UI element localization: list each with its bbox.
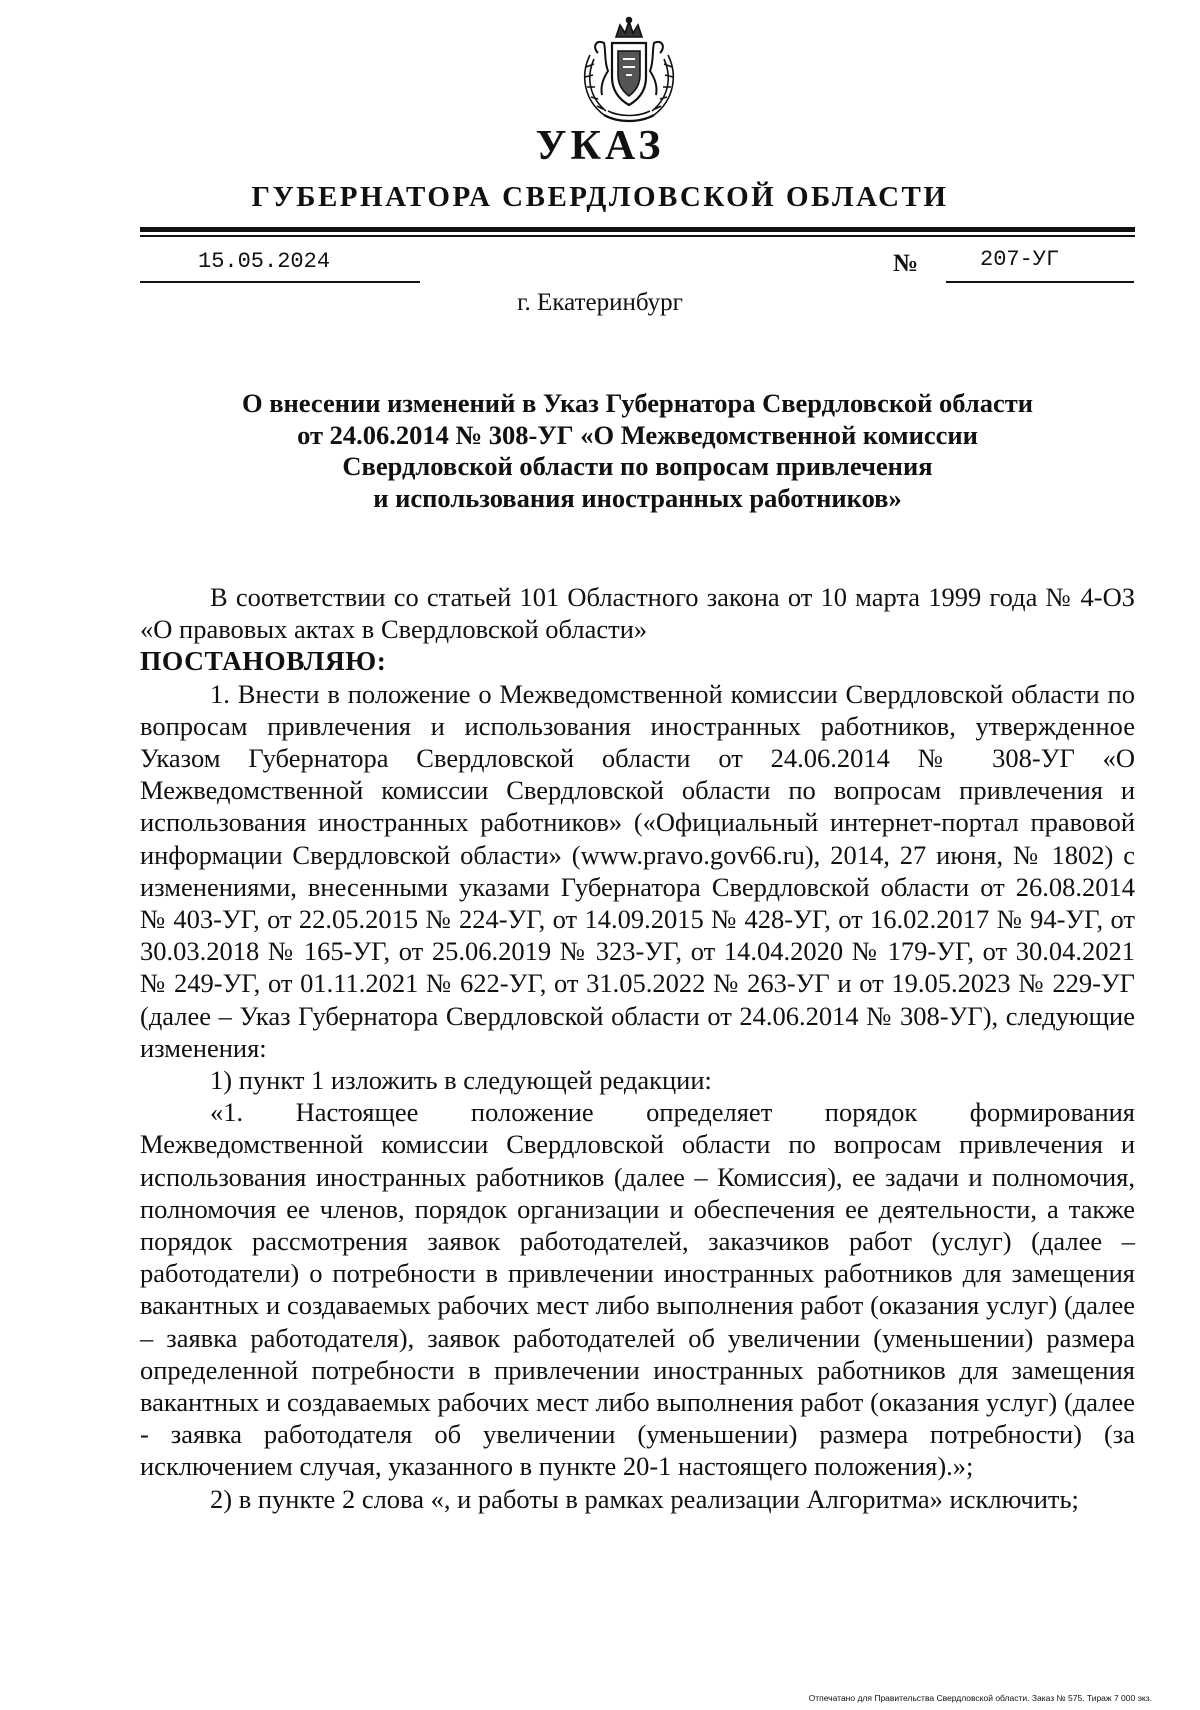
document-body <box>140 581 1135 1515</box>
heading-line: Свердловской области по вопросам привлечения <box>342 451 933 481</box>
decree-word: ПОСТАНОВЛЯЮ: <box>140 645 387 677</box>
heading-line: от 24.06.2014 № 308-УГ «О Межведомственной комиссии <box>297 419 978 450</box>
header-divider-thick <box>140 227 1135 232</box>
date-underline <box>140 281 420 283</box>
heading-line: О внесении изменений в Указ Губернатора Свердловской области <box>241 388 1034 418</box>
document-issuer-title: ГУБЕРНАТОРА СВЕРДЛОВСКОЙ ОБЛАСТИ <box>251 181 949 213</box>
item-1-paragraph: 1. Внести в положение о Межведомственной комиссии Свердловской области по вопросам привлечения и использования иностранных работников, утвержденное Указом Губернатора Свердловской области от 24.06.2014 № 308-УГ «О Межведомственной комиссии Свердловской области по вопросам привлечения и использования иностранных работников» («Официальный интернет-портал правовой информации Свердловской области» (www.pravo.gov66.ru), 2014, 27 июня, № 1802) с изменениями, внесенными указами Губернатора Свердловской области от 26.08.2014 № 403-УГ, от 22.05.2015 № 224-УГ, от 14.09.2015 № 428-УГ, от 16.02.2017 № 94-УГ, от 30.03.2018 № 165-УГ, от 25.06.2019 № 323-УГ, от 14.04.2020 № 179-УГ, от 30.04.2021 № 249-УГ, от 01.11.2021 № 622-УГ, от 31.05.2022 № 263-УГ и от 19.05.2023 № 229-УГ (далее – Указ Губернатора Свердловской области от 24.06.2014 № 308-УГ), следующие изменения: <box>140 678 1135 1063</box>
document-heading <box>140 388 1135 514</box>
header-divider-thin <box>140 235 1135 237</box>
number-sign: № <box>893 250 919 277</box>
issue-city: г. Екатеринбург <box>517 289 683 316</box>
coat-of-arms-icon <box>570 15 688 127</box>
print-note: Отпечатано для Правительства Свердловской области. Заказ № 575. Тираж 7 000 экз. <box>808 1693 1152 1703</box>
preamble-paragraph: В соответствии со статьей 101 Областного закона от 10 марта 1999 года № 4-ОЗ «О правовых актах в Свердловской области» <box>140 582 1135 645</box>
subitem-1-paragraph: 1) пункт 1 изложить в следующей редакции: <box>210 1065 712 1096</box>
heading-line: и использования иностранных работников» <box>373 482 902 513</box>
subitem-2-paragraph: 2) в пункте 2 слова «, и работы в рамках реализации Алгоритма» исключить; <box>210 1483 1079 1514</box>
document-type-title: УКАЗ <box>535 123 665 169</box>
document-number: 207-УГ <box>980 247 1060 272</box>
number-underline <box>946 281 1134 283</box>
quoted-clause-paragraph: «1. Настоящее положение определяет порядок формирования Межведомственной комиссии Свердловской области по вопросам привлечения и использования иностранных работников (далее – Комиссия), ее задачи и полномочия, полномочия ее членов, порядок организации и обеспечения ее деятельности, а также порядок рассмотрения заявок работодателей, заказчиков работ (услуг) (далее – работодатели) о потребности в привлечении иностранных работников для замещения вакантных и создаваемых рабочих мест либо выполнения работ (оказания услуг) (далее – заявка работодателя), заявок работодателей об увеличении (уменьшении) размера определенной потребности в привлечении иностранных работников для замещения вакантных и создаваемых рабочих мест либо выполнения работ (оказания услуг) (далее - заявка работодателя об увеличении (уменьшении) размера потребности) (за исключением случая, указанного в пункте 20-1 настоящего положения).»; <box>140 1097 1135 1482</box>
document-date: 15.05.2024 <box>198 249 331 274</box>
